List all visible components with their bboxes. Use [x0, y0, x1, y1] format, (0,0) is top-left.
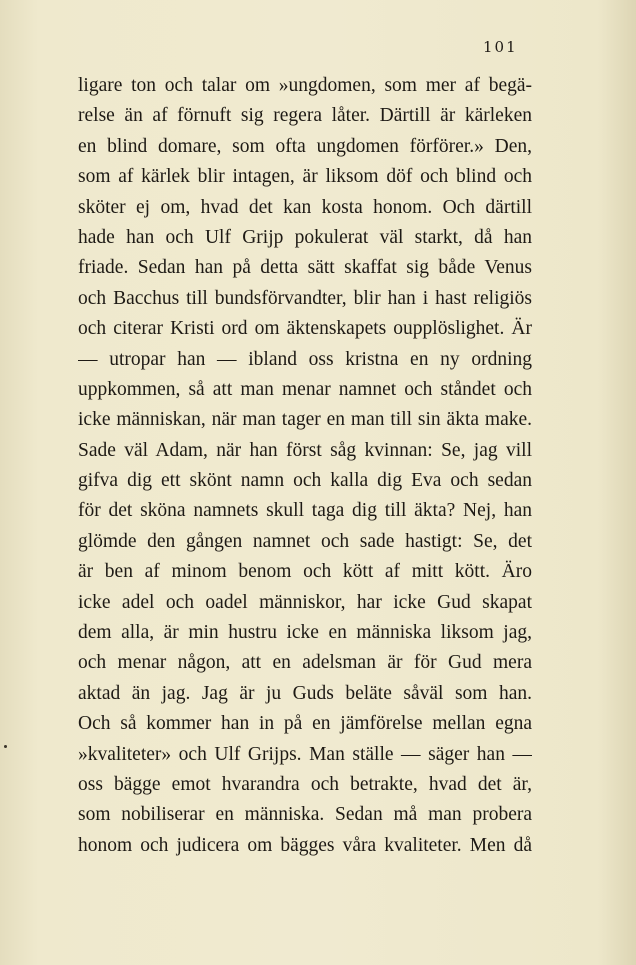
text-line: icke adel och oadel människor, har icke Gud skapat — [78, 591, 532, 613]
text-line: en blind domare, som ofta ungdomen förförer.» Den, — [78, 135, 532, 157]
text-line: relse än af förnuft sig regera låter. Därtill är kärleken — [78, 105, 532, 127]
text-line: icke människan, när man tager en man till sin äkta make. — [78, 409, 532, 431]
text-line: oss bägge emot hvarandra och betrakte, hvad det är, — [78, 773, 532, 795]
text-line: och menar någon, att en adelsman är för Gud mera — [78, 652, 532, 674]
text-line: sköter ej om, hvad det kan kosta honom. Och därtill — [78, 196, 532, 218]
text-line: som af kärlek blir intagen, är liksom döf och blind och — [78, 166, 532, 188]
page-number: 101 — [483, 38, 518, 56]
text-line: och Bacchus till bundsförvandter, blir han i hast religiös — [78, 287, 532, 309]
text-line: hade han och Ulf Grijp pokulerat väl starkt, då han — [78, 226, 532, 248]
text-line: för det sköna namnets skull taga dig till äkta? Nej, han — [78, 500, 532, 522]
text-line: som nobiliserar en människa. Sedan må man probera — [78, 804, 532, 826]
body-text — [78, 71, 532, 861]
text-line: glömde den gången namnet och sade hastigt: Se, det — [78, 530, 532, 552]
text-line: är ben af minom benom och kött af mitt kött. Äro — [78, 561, 532, 583]
text-line: Och så kommer han in på en jämförelse mellan egna — [78, 713, 532, 735]
text-line: och citerar Kristi ord om äktenskapets oupplöslighet. Är — [78, 318, 532, 340]
margin-mark — [4, 745, 7, 748]
text-line: ligare ton och talar om »ungdomen, som mer af begä- — [78, 75, 532, 96]
text-line: dem alla, är min hustru icke en människa liksom jag, — [78, 622, 532, 644]
text-line: friade. Sedan han på detta sätt skaffat sig både Venus — [78, 257, 532, 279]
text-line: — utropar han — ibland oss kristna en ny ordning — [78, 348, 532, 370]
text-line: uppkommen, så att man menar namnet och ståndet och — [78, 378, 532, 400]
text-line: honom och judicera om bägges våra kvaliteter. Men då — [78, 834, 532, 856]
text-line: »kvaliteter» och Ulf Grijps. Man ställe — säger han — — [78, 743, 532, 765]
text-line: aktad än jag. Jag är ju Guds beläte såväl som han. — [78, 682, 532, 704]
text-line: gifva dig ett skönt namn och kalla dig Eva och sedan — [78, 470, 532, 492]
text-line: Sade väl Adam, när han först såg kvinnan: Se, jag vill — [78, 439, 532, 461]
